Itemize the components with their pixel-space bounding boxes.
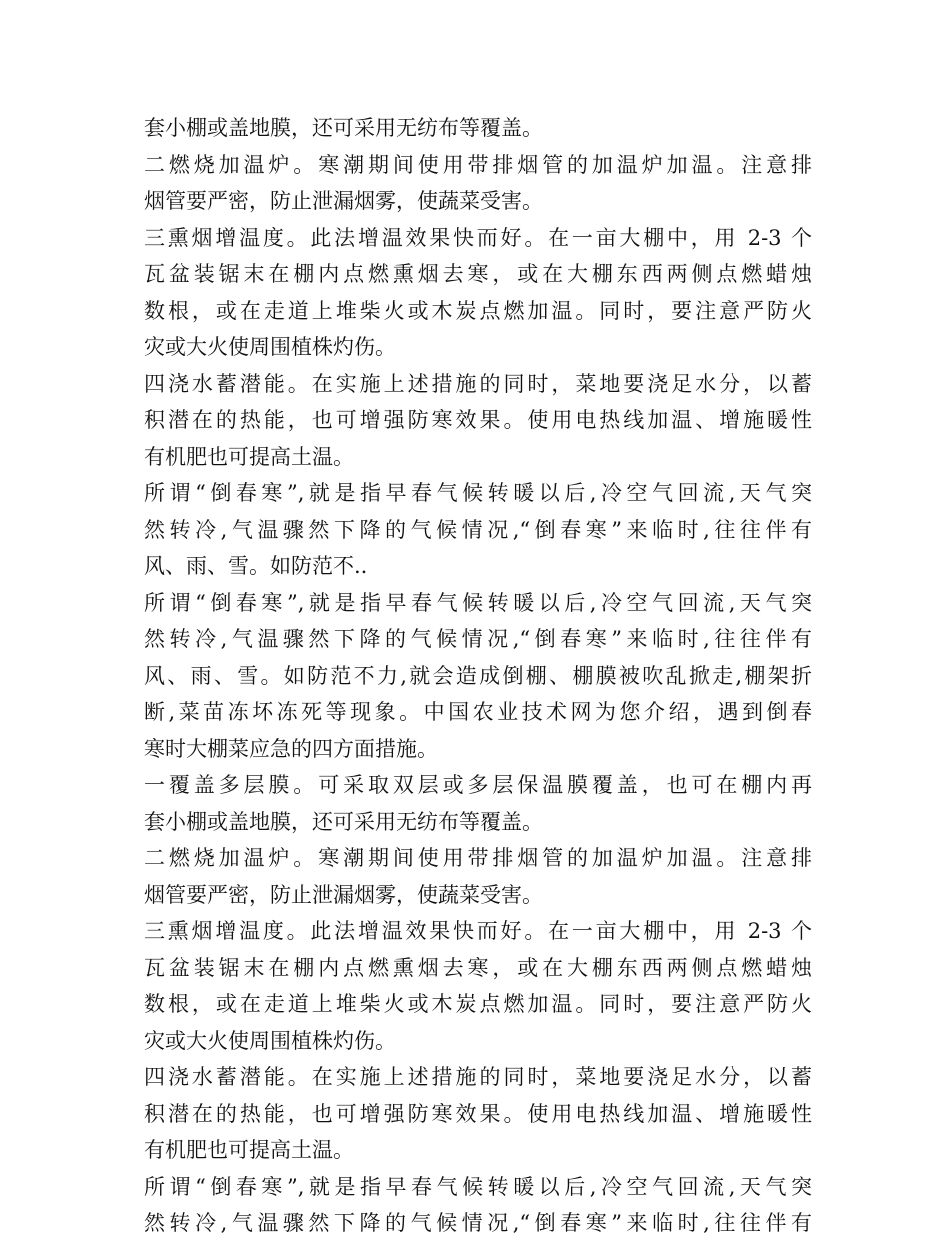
text-line: 烟管要严密，防止泄漏烟雾，使蔬菜受害。: [144, 882, 543, 907]
text-line: 一覆盖多层膜。可采取双层或多层保温膜覆盖，也可在棚内再: [144, 773, 812, 797]
text-line: 三熏烟增温度。此法增温效果快而好。在一亩大棚中，用 2-3 个: [144, 919, 812, 943]
text-line: 灾或大火使周围植株灼伤。: [144, 335, 396, 359]
text-line: 有机肥也可提高土温。: [144, 444, 354, 469]
text-line: 二燃烧加温炉。寒潮期间使用带排烟管的加温炉加温。注意排: [144, 846, 812, 870]
text-line: 积潜在的热能，也可增强防寒效果。使用电热线加温、增施暖性: [144, 408, 812, 432]
document-body: [144, 110, 812, 1242]
text-line: 烟管要严密，防止泄漏烟雾，使蔬菜受害。: [144, 189, 543, 213]
text-line: 所谓“倒春寒”,就是指早春气候转暖以后,冷空气回流,天气突: [144, 590, 812, 615]
text-line: 断,菜苗冻坏冻死等现象。中国农业技术网为您介绍，遇到倒春: [144, 700, 812, 724]
text-line: 然转冷,气温骤然下降的气候情况,“倒春寒”来临时,往往伴有: [144, 517, 812, 542]
text-line: 数根，或在走道上堆柴火或木炭点燃加温。同时，要注意严防火: [144, 992, 812, 1016]
text-line: 瓦盆装锯末在棚内点燃熏烟去寒，或在大棚东西两侧点燃蜡烛: [144, 262, 812, 286]
text-line: 寒时大棚菜应急的四方面措施。: [144, 736, 438, 761]
text-line: 灾或大火使周围植株灼伤。: [144, 1028, 396, 1053]
text-line: 所谓“倒春寒”,就是指早春气候转暖以后,冷空气回流,天气突: [144, 481, 812, 505]
text-line: 风、雨、雪。如防范不力,就会造成倒棚、棚膜被吹乱掀走,棚架折: [144, 663, 812, 688]
text-line: 然转冷,气温骤然下降的气候情况,“倒春寒”来临时,往往伴有: [144, 1211, 812, 1235]
text-line: 二燃烧加温炉。寒潮期间使用带排烟管的加温炉加温。注意排: [144, 152, 812, 177]
text-line: 有机肥也可提高土温。: [144, 1138, 354, 1162]
text-line: 套小棚或盖地膜，还可采用无纺布等覆盖。: [144, 809, 543, 834]
text-line: 数根，或在走道上堆柴火或木炭点燃加温。同时，要注意严防火: [144, 298, 812, 323]
text-line: 三熏烟增温度。此法增温效果快而好。在一亩大棚中，用 2-3 个: [144, 225, 812, 250]
text-line: 四浇水蓄潜能。在实施上述措施的同时，菜地要浇足水分，以蓄: [144, 1065, 812, 1089]
text-line: 四浇水蓄潜能。在实施上述措施的同时，菜地要浇足水分，以蓄: [144, 371, 812, 396]
text-line: 套小棚或盖地膜，还可采用无纺布等覆盖。: [144, 116, 543, 140]
text-line: 风、雨、雪。如防范不..: [144, 554, 368, 578]
text-line: 瓦盆装锯末在棚内点燃熏烟去寒，或在大棚东西两侧点燃蜡烛: [144, 955, 812, 980]
text-line: 然转冷,气温骤然下降的气候情况,“倒春寒”来临时,往往伴有: [144, 627, 812, 651]
text-line: 所谓“倒春寒”,就是指早春气候转暖以后,冷空气回流,天气突: [144, 1174, 812, 1199]
text-line: 积潜在的热能，也可增强防寒效果。使用电热线加温、增施暖性: [144, 1101, 812, 1126]
